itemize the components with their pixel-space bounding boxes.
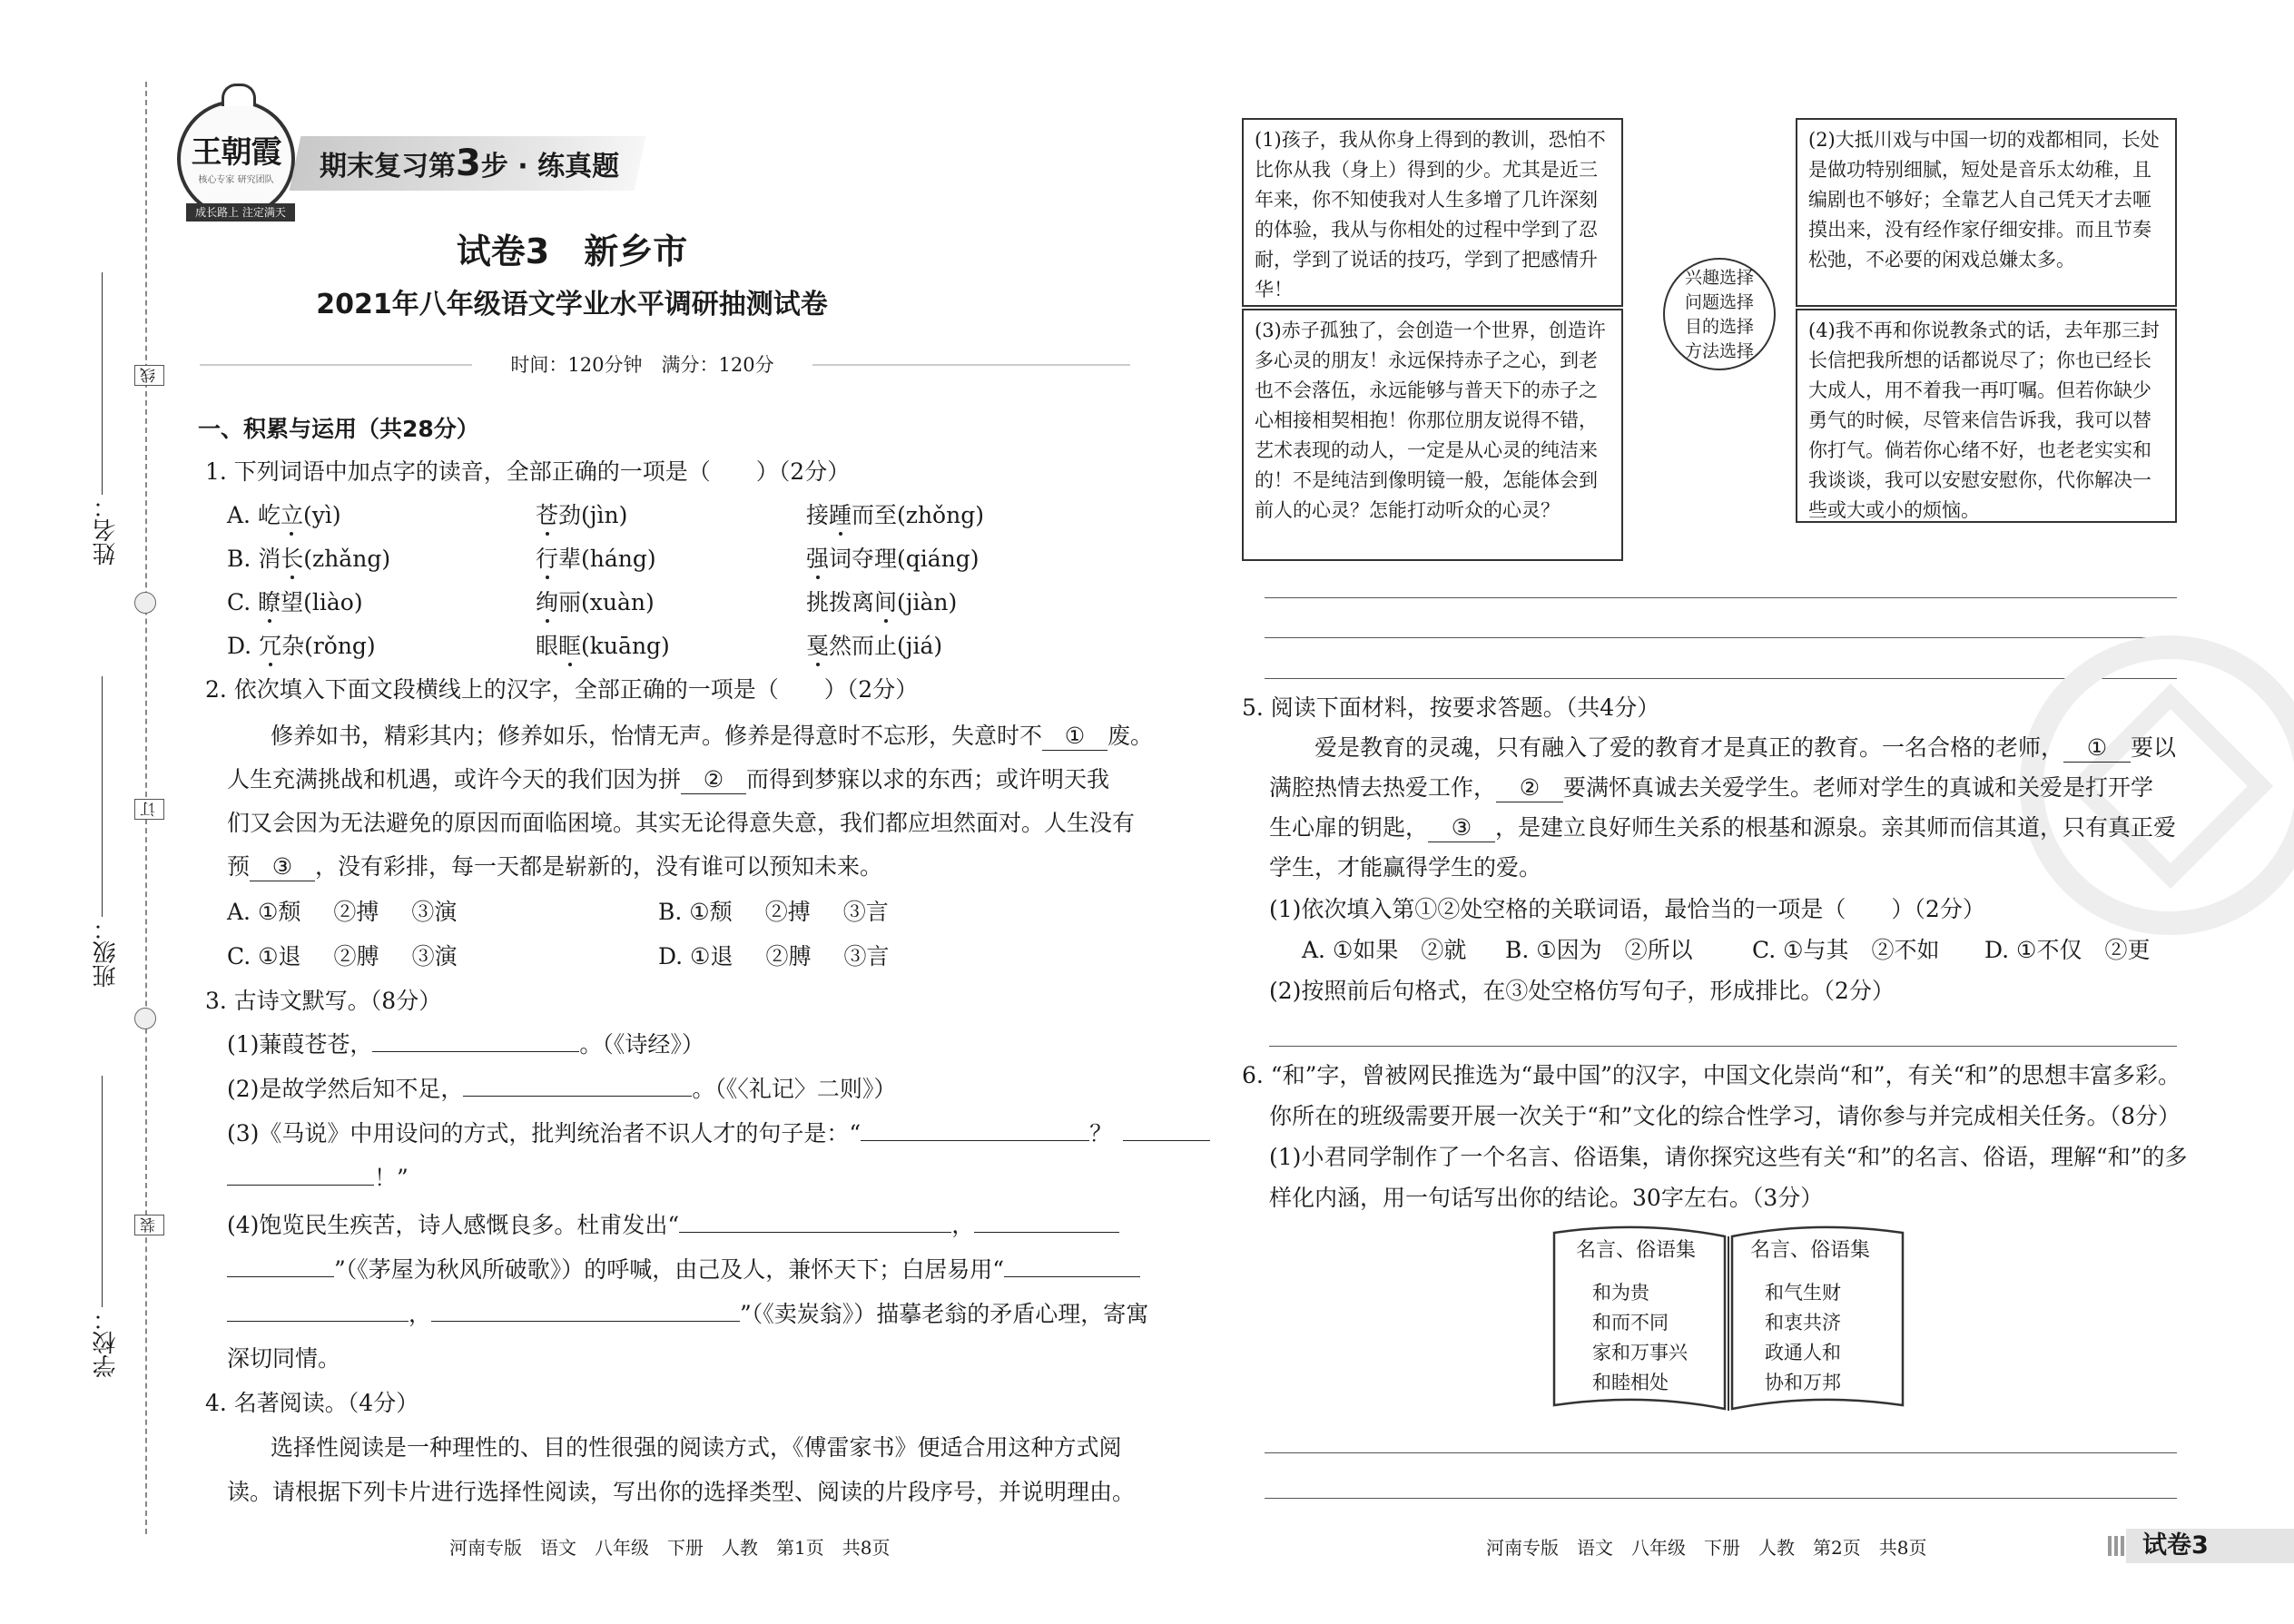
class-field[interactable] [102, 676, 103, 917]
q3-line-4c: ， ”（《卖炭翁》）描摹老翁的矛盾心理，寄寓 [227, 1296, 1148, 1333]
q1-option-a[interactable]: A. 屹立(yì) [227, 502, 341, 528]
q6-line: (1)小君同学制作了一个名言、俗语集，请你探究这些有关“和”的名言、俗语，理解“和”的多 [1269, 1144, 2188, 1170]
q2-passage-line: 修养如书，精彩其内；修养如乐，怡情无声。修养是得意时不忘形，失意时不 ① 废。 [271, 723, 1154, 749]
logo-brand: 王朝霞 [191, 134, 281, 171]
corner-tag-pattern [2108, 1536, 2126, 1556]
selection-type: 方法选择 [1684, 341, 1754, 361]
binding-stamp-zhuang: 装 [134, 1215, 164, 1239]
q5-blank-2[interactable]: ② [1496, 774, 1563, 802]
school-field[interactable] [102, 1076, 103, 1307]
binding-hole-icon [134, 1008, 156, 1029]
brand-logo [177, 100, 295, 218]
footer-right: 河南专版 语文 八年级 下册 人教 第2页 共8页 [1486, 1537, 1927, 1559]
corner-tag: 试卷3 [2142, 1531, 2209, 1560]
footer-left: 河南专版 语文 八年级 下册 人教 第1页 共8页 [449, 1537, 891, 1559]
q1-word: 行辈(háng) [536, 546, 656, 572]
title-divider-left [200, 364, 472, 366]
chapter-banner-text [320, 143, 619, 188]
q3-blank[interactable] [463, 1096, 692, 1097]
selection-type: 目的选择 [1684, 317, 1754, 337]
title-divider-right [812, 364, 1130, 366]
q5-passage-line: 满腔热情去热爱工作， ② 要满怀真诚去关爱学生。老师对学生的真诚和关爱是打开学 [1269, 774, 2154, 801]
q2-passage-line: 预 ③ ，没有彩排，每一天都是崭新的，没有谁可以预知未来。 [227, 853, 883, 880]
book-right-title: 名言、俗语集 [1750, 1239, 1871, 1262]
q2-option-d[interactable]: D. ①退 ②膊 ③言 [658, 943, 890, 969]
q5-sub-2: (2)按照前后句格式，在③处空格仿写句子，形成排比。（2分） [1269, 978, 1895, 1004]
q6-line: 你所在的班级需要开展一次关于“和”文化的综合性学习，请你参与并完成相关任务。（8分） [1269, 1103, 2181, 1129]
binding-stamp-xian: 线 [134, 365, 164, 389]
exam-title: 试卷3 新乡市 [456, 231, 688, 271]
saying: 协和万邦 [1765, 1372, 1841, 1393]
q3-stem: 3. 古诗文默写。（8分） [205, 988, 442, 1014]
logo-crown-icon [222, 84, 256, 106]
banner-pre: 期末复习第 [320, 151, 456, 182]
logo-tagline: 核心专家 研究团队 [198, 175, 274, 185]
q1-option-d[interactable]: D. 冗杂(rǒng) [227, 633, 376, 659]
q5-passage-line: 生心扉的钥匙， ③ ，是建立良好师生关系的根基和源泉。亲其师而信其道，只有真正爱 [1269, 814, 2177, 841]
binding-hole-icon [134, 592, 156, 614]
saying: 和气生财 [1765, 1282, 1841, 1304]
q2-option-c[interactable]: C. ①退 ②膊 ③演 [227, 943, 458, 969]
q3-blank[interactable] [1004, 1276, 1140, 1277]
q5-option-c[interactable]: C. ①与其 ②不如 [1752, 937, 1940, 963]
q3-line-4b: ”（《茅屋为秋风所破歌》）的呼喊，由己及人，兼怀天下；白居易用“ [227, 1252, 1140, 1288]
exam-subtitle: 2021年八年级语文学业水平调研抽测试卷 [316, 289, 828, 320]
q3-line-4: (4)饱览民生疾苦，诗人感慨良多。杜甫发出“ ， [227, 1207, 1119, 1244]
q5-stem: 5. 阅读下面材料，按要求答题。（共4分） [1242, 694, 1660, 721]
q2-option-a[interactable]: A. ①颓 ②搏 ③演 [227, 899, 458, 925]
reading-card-1: (1)孩子，我从你身上得到的教训，恐怕不比你从我（身上）得到的少。尤其是近三年来，你不知使我对人生多增了几许深刻的体验，我从与你相处的过程中学到了忍耐，学到了说话的技巧，学到了把感情升华！ [1242, 118, 1623, 307]
q2-option-b[interactable]: B. ①颓 ②搏 ③言 [658, 899, 889, 925]
q1-option-b[interactable]: B. 消长(zhǎng) [227, 546, 391, 572]
q5-passage-line: 爱是教育的灵魂，只有融入了爱的教育才是真正的教育。一名合格的老师， ① 要以 [1314, 734, 2177, 761]
q3-line-3: (3)《马说》中用设问的方式，批判统治者不识人才的句子是：“ ？ [227, 1116, 1210, 1152]
binding-stamp-ding: 订 [134, 799, 164, 823]
saying: 和睦相处 [1592, 1372, 1669, 1393]
q1-word: 接踵而至(zhǒng) [806, 502, 984, 528]
q1-word: 眼眶(kuāng) [536, 633, 670, 659]
saying: 和衷共济 [1765, 1312, 1841, 1334]
q4-answer-line[interactable] [1265, 678, 2177, 679]
q5-sub-1: (1)依次填入第①②处空格的关联词语，最恰当的一项是（ ）（2分） [1269, 896, 1985, 922]
q3-blank[interactable] [227, 1276, 334, 1277]
section-heading: 一、积累与运用（共28分） [198, 416, 479, 442]
q4-para: 选择性阅读是一种理性的、目的性很强的阅读方式，《傅雷家书》便适合用这种方式阅 [271, 1434, 1122, 1461]
q3-blank[interactable] [227, 1185, 374, 1186]
selection-type-circle [1663, 258, 1776, 370]
q1-stem: 1. 下列词语中加点字的读音，全部正确的一项是（ ）（2分） [205, 458, 851, 485]
selection-type: 兴趣选择 [1684, 268, 1754, 288]
saying: 政通人和 [1765, 1342, 1841, 1363]
name-label: 姓名： [93, 495, 120, 566]
q4-answer-line[interactable] [1265, 637, 2177, 638]
name-field[interactable] [102, 272, 103, 495]
q3-blank[interactable] [372, 1051, 579, 1052]
saying: 和为贵 [1592, 1282, 1649, 1304]
q4-para: 读。请根据下列卡片进行选择性阅读，写出你的选择类型、阅读的片段序号，并说明理由。 [227, 1479, 1136, 1505]
q6-line: 6. “和”字，曾被网民推选为“最中国”的汉字，中国文化崇尚“和”，有关“和”的思想丰富多彩。 [1242, 1062, 2181, 1088]
q1-word: 强词夺理(qiáng) [806, 546, 980, 572]
q2-passage-line: 们又会因为无法避免的原因而面临困境。其实无论得意失意，我们都应坦然面对。人生没有 [227, 810, 1136, 836]
saying: 家和万事兴 [1592, 1342, 1688, 1363]
q3-blank[interactable] [974, 1232, 1119, 1233]
q4-stem: 4. 名著阅读。（4分） [205, 1390, 419, 1416]
q5-passage-line: 学生，才能赢得学生的爱。 [1269, 854, 1542, 881]
q3-blank[interactable] [679, 1232, 951, 1233]
q5-blank-3[interactable]: ③ [1428, 814, 1495, 842]
q2-blank-1[interactable]: ① [1042, 723, 1108, 751]
q1-word: 苍劲(jìn) [536, 502, 628, 528]
reading-card-2: (2)大抵川戏与中国一切的戏都相同，长处是做功特别细腻，短处是音乐太幼稚，且编剧也不够好；全靠艺人自己凭天才去咂摸出来，没有经作家仔细安排。而且节奏松弛，不必要的闲戏总嫌太多。 [1796, 118, 2177, 307]
q3-blank[interactable] [1123, 1140, 1210, 1141]
q6-line: 样化内涵，用一句话写出你的结论。30字左右。（3分） [1269, 1185, 1824, 1211]
reading-card-4: (4)我不再和你说教条式的话，去年那三封长信把我所想的话都说尽了；你也已经长大成人，用不着我一再叮嘱。但若你缺少勇气的时候，尽管来信告诉我，我可以替你打气。倘若你心绪不好，也老老实实和我谈谈，我可以安慰安慰你，代你解决一些或大或小的烦恼。 [1796, 309, 2177, 523]
q3-blank[interactable] [861, 1140, 1089, 1141]
logo-ribbon: 成长路上 注定满天 [186, 203, 295, 221]
q3-blank[interactable] [431, 1321, 740, 1322]
q6-answer-line[interactable] [1265, 1498, 2177, 1499]
banner-num: 3 [456, 143, 481, 184]
q3-line-2: (2)是故学然后知不足， 。（《〈礼记〉二则》） [227, 1076, 897, 1102]
q2-stem: 2. 依次填入下面文段横线上的汉字，全部正确的一项是（ ）（2分） [205, 676, 919, 703]
q3-line-4d: 深切同情。 [227, 1345, 341, 1372]
banner-post: 步 · 练真题 [480, 151, 620, 182]
book-left-title: 名言、俗语集 [1576, 1239, 1697, 1262]
q2-blank-3[interactable]: ③ [250, 853, 315, 881]
q5-option-d[interactable]: D. ①不仅 ②更 [1984, 937, 2151, 963]
q3-blank[interactable] [227, 1321, 409, 1322]
q5-answer-line[interactable] [1269, 1046, 2177, 1047]
q2-blank-2[interactable]: ② [681, 766, 746, 794]
q1-word: 挑拨离间(jiàn) [806, 589, 958, 615]
q3-line-3b: ！” [227, 1160, 409, 1196]
exam-meta: 时间：120分钟 满分：120分 [510, 354, 774, 376]
selection-type: 问题选择 [1684, 292, 1754, 312]
q5-option-b[interactable]: B. ①因为 ②所以 [1505, 937, 1693, 963]
q6-answer-line[interactable] [1265, 1452, 2177, 1453]
class-label: 班级： [93, 917, 120, 988]
q1-word: 戛然而止(jiá) [806, 633, 943, 659]
q5-option-a[interactable]: A. ①如果 ②就 [1302, 937, 1467, 963]
q1-word: 绚丽(xuàn) [536, 589, 655, 615]
reading-card-3: (3)赤子孤独了，会创造一个世界，创造许多心灵的朋友！永远保持赤子之心，到老也不会落伍，永远能够与普天下的赤子之心相接相契相抱！你那位朋友说得不错，艺术表现的动人，一定是从心灵的纯洁来的！不是纯洁到像明镜一般，怎能体会到前人的心灵？怎能打动听众的心灵？ [1242, 309, 1623, 561]
q5-blank-1[interactable]: ① [2063, 734, 2131, 763]
q4-answer-line[interactable] [1265, 597, 2177, 598]
school-label: 学校： [93, 1307, 120, 1378]
saying: 和而不同 [1592, 1312, 1669, 1334]
q2-passage-line: 人生充满挑战和机遇，或许今天的我们因为拼 ② 而得到梦寐以求的东西；或许明天我 [227, 766, 1110, 792]
q3-line-1: (1)蒹葭苍苍， 。（《诗经》） [227, 1031, 704, 1058]
book-left-sayings [1592, 1278, 1688, 1398]
q1-option-c[interactable]: C. 瞭望(liào) [227, 589, 363, 615]
book-right-sayings [1765, 1278, 1841, 1398]
